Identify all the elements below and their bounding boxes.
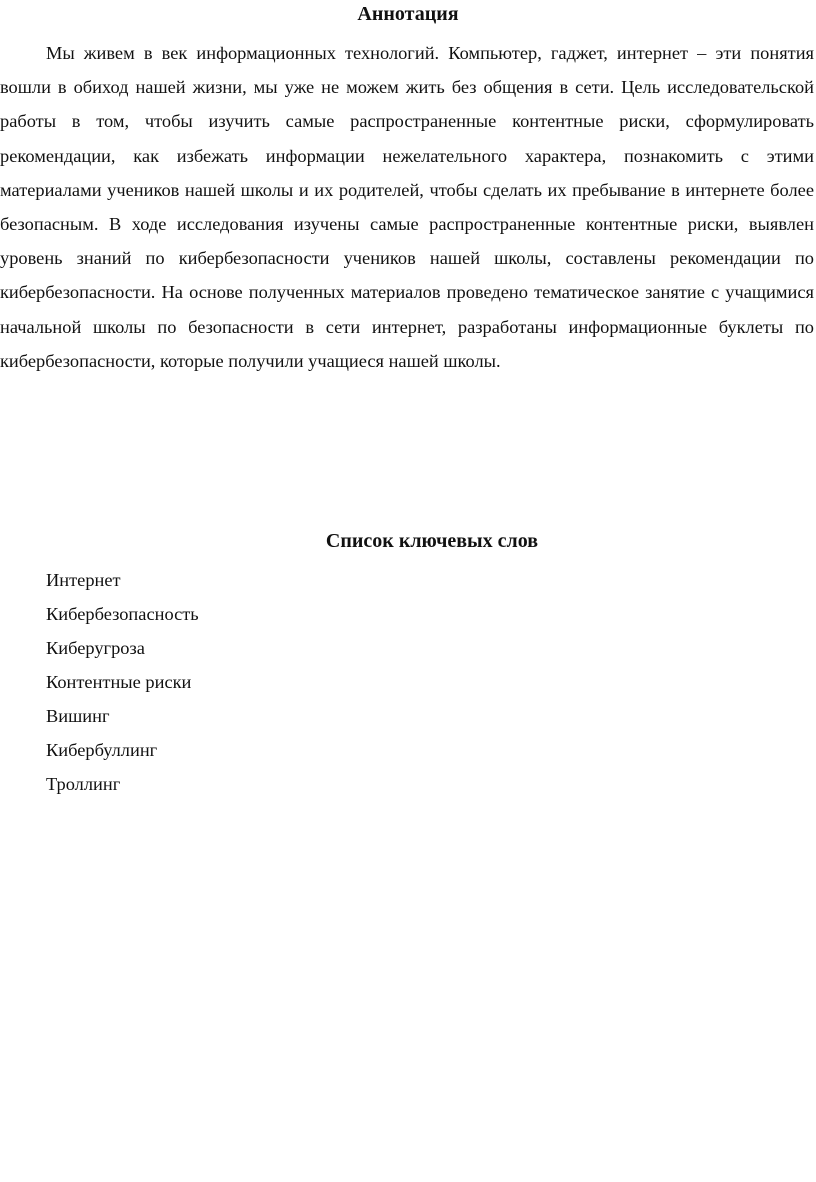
- keywords-list: [46, 563, 199, 801]
- keyword-item: Троллинг: [46, 774, 121, 794]
- keyword-item: Кибербезопасность: [46, 604, 199, 624]
- annotation-body: Мы живем в век информационных технологий. Компьютер, гаджет, интернет – эти понятия вошли в обиход нашей жизни, мы уже не можем жить без общения в сети. Цель исследовательской работы в том, чтобы изучить самые распространенные контентные риски, сформулировать рекомендации, как избежать информации нежелательного характера, познакомить с этими материалами учеников нашей школы и их родителей, чтобы сделать их пребывание в интернете более безопасным. В ходе исследования изучены самые распространенные контентные риски, выявлен уровень знаний по кибербезопасности учеников нашей школы, составлены рекомендации по кибербезопасности. На основе полученных материалов проведено тематическое занятие с учащимися начальной школы по безопасности в сети интернет, разработаны информационные буклеты по кибербезопасности, которые получили учащиеся нашей школы.: [0, 43, 814, 371]
- keyword-item: Киберугроза: [46, 638, 145, 658]
- keyword-item: Кибербуллинг: [46, 740, 158, 760]
- annotation-title: Аннотация: [357, 3, 459, 25]
- keyword-item: Интернет: [46, 570, 121, 590]
- keyword-item: Вишинг: [46, 706, 110, 726]
- keyword-item: Контентные риски: [46, 672, 192, 692]
- keywords-title: Список ключевых слов: [325, 530, 539, 552]
